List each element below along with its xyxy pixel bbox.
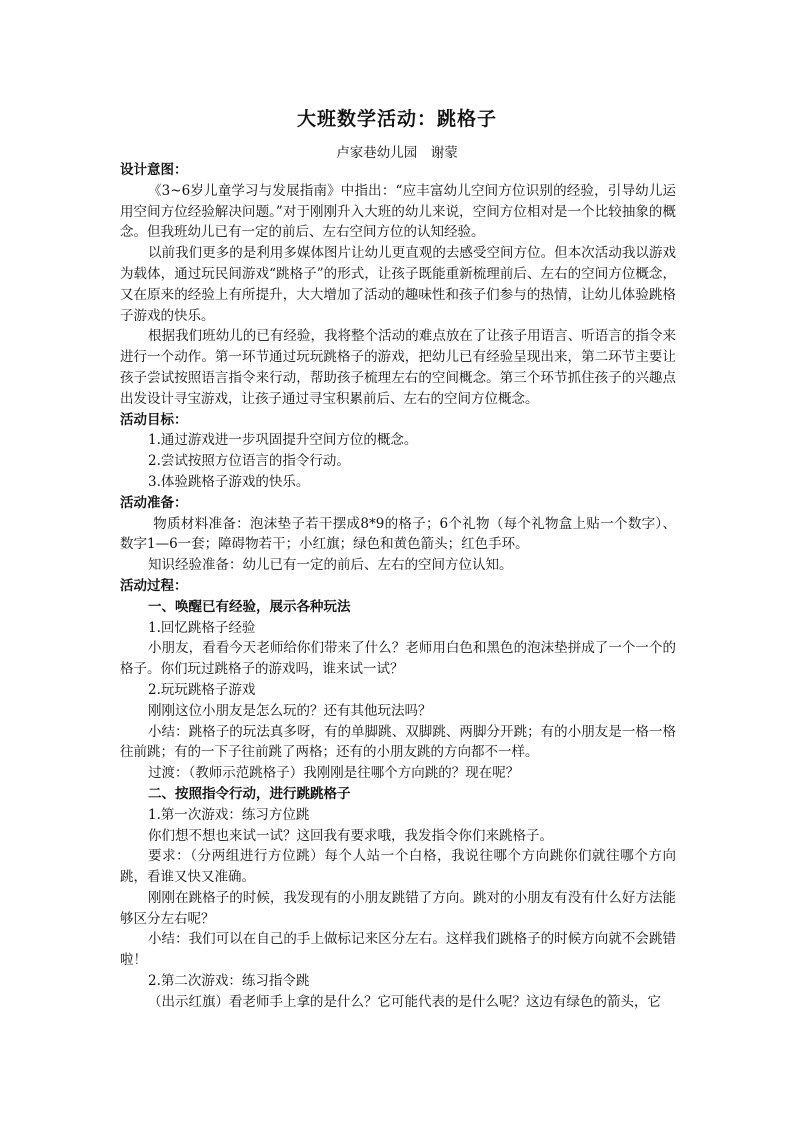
design-paragraph-2: 以前我们更多的是利用多媒体图片让幼儿更直观的去感受空间方位。但本次活动我以游戏为载体，通过玩民间游戏“跳格子”的形式，让孩子既能重新梳理前后、左右的空间方位概念，又在原来的经验上有所提升，大大增加了活动的趣味性和孩子们参与的热情，让幼儿体验跳格子游戏的快乐。 [120,245,676,324]
part2-summary: 小结：我们可以在自己的手上做标记来区分左右。这样我们跳格子的时候方向就不会跳错啦！ [120,931,676,969]
goal-item: 3.体验跳格子游戏的快乐。 [148,473,310,490]
prep-knowledge: 知识经验准备：幼儿已有一定的前后、左右的空间方位认知。 [148,557,513,574]
part2-step1-text: 你们想不想也来试一试？这回我有要求哦，我发指令你们来跳格子。 [148,827,553,844]
part1-step2-text: 刚刚这位小朋友是怎么玩的？还有其他玩法吗？ [148,702,432,719]
part2-step2: 2.第二次游戏：练习指令跳 [148,973,310,990]
part1-step1: 1.回忆跳格子经验 [148,619,256,636]
prep-material-text: 物质材料准备：泡沫垫子若干摆成8*9的格子；6个礼物（每个礼物盒上贴一个数字）、数字1—6一套；障碍物若干；小红旗；绿色和黄色箭头；红色手环。 [120,515,676,553]
document-title: 大班数学活动：跳格子 [296,108,497,130]
process-heading: 活动过程： [120,577,188,594]
goal-item: 2.尝试按照方位语言的指令行动。 [148,453,350,470]
design-paragraph-3: 根据我们班幼儿的已有经验，我将整个活动的难点放在了让孩子用语言、听语言的指令来进行一个动作。第一环节通过玩玩跳格子的游戏，把幼儿已有经验呈现出来，第二环节主要让孩子尝试按照语言指令来行动，帮助孩子梳理左右的空间概念。第三个环节抓住孩子的兴趣点出发设计寻宝游戏，让孩子通过寻宝积累前后、左右的空间方位概念。 [120,328,676,407]
document-author: 卢家巷幼儿园 谢蒙 [336,145,458,161]
part1-transition: 过渡：（教师示范跳格子）我刚刚是往哪个方向跳的？现在呢？ [148,765,520,782]
design-paragraph-1: 《3~6岁儿童学习与发展指南》中指出：“应丰富幼儿空间方位识别的经验，引导幼儿运用空间方位经验解决问题。”对于刚刚升入大班的幼儿来说，空间方位相对是一个比较抽象的概念。但我班幼儿已有一定的前后、左右空间方位的认知经验。 [120,182,676,241]
design-heading: 设计意图： [120,162,188,178]
part1-step2: 2.玩玩跳格子游戏 [148,681,256,698]
prep-material [120,514,676,556]
part2-step1: 1.第一次游戏：练习方位跳 [148,806,310,823]
part2-heading: 二、按照指令行动，进行跳跳格子 [148,785,351,802]
part2-requirement: 要求：（分两组进行方位跳）每个人站一个白格，我说往哪个方向跳你们就往哪个方向跳，看谁又快又准确。 [120,848,676,886]
part2-step2-text: （出示红旗）看老师手上拿的是什么？它可能代表的是什么呢？这边有绿色的箭头，它 [148,993,661,1010]
goals-heading: 活动目标： [120,411,188,428]
part1-heading: 一、唤醒已有经验，展示各种玩法 [148,598,351,615]
part2-observation: 刚刚在跳格子的时候，我发现有的小朋友跳错了方向。跳对的小朋友有没有什么好方法能够区分左右呢？ [120,889,676,927]
part1-step1-text: 小朋友，看看今天老师给你们带来了什么？老师用白色和黑色的泡沫垫拼成了一个一个的格子。你们玩过跳格子的游戏吗，谁来试一试？ [120,640,676,678]
prep-heading: 活动准备： [120,494,188,511]
part1-summary: 小结：跳格子的玩法真多呀，有的单脚跳、双脚跳、两脚分开跳；有的小朋友是一格一格往前跳；有的一下子往前跳了两格；还有的小朋友跳的方向都不一样。 [120,723,676,761]
goal-item: 1.通过游戏进一步巩固提升空间方位的概念。 [148,432,418,449]
document-body [120,160,676,1013]
